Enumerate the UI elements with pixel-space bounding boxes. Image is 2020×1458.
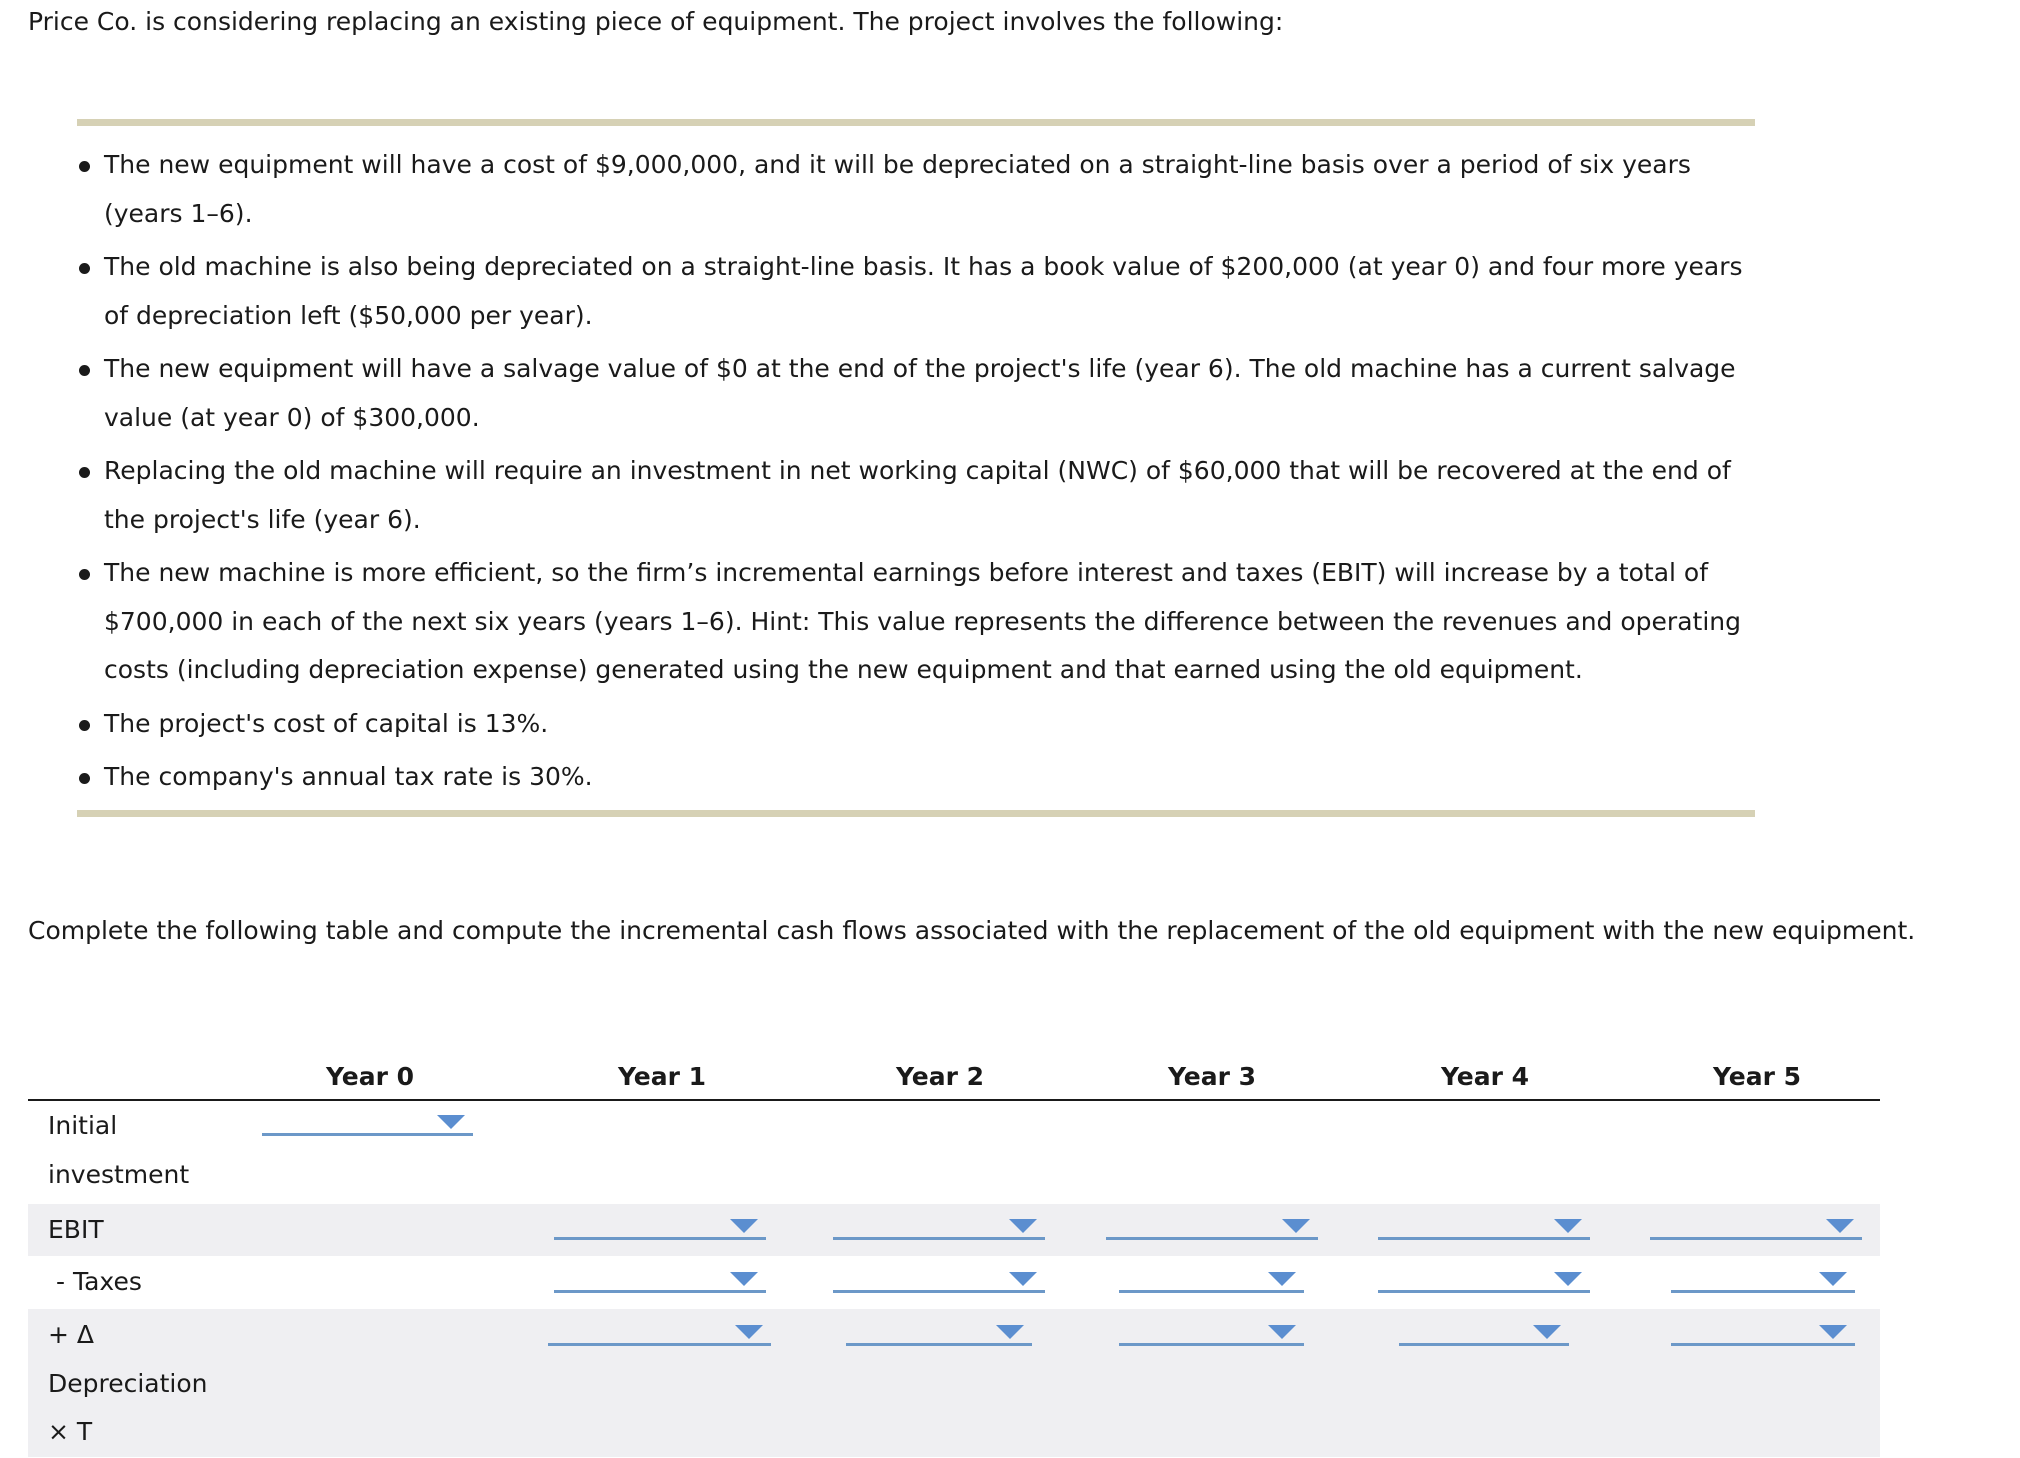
- project-details-list: [77, 141, 1757, 807]
- row-label-initial-investment: Initial investment: [48, 1111, 190, 1189]
- dropdown-taxes-year-1[interactable]: [554, 1272, 766, 1293]
- dropdown-depreciation-year-5[interactable]: [1671, 1325, 1855, 1346]
- col-header-year-4: Year 4: [1440, 1062, 1530, 1091]
- dropdown-ebit-year-5[interactable]: [1650, 1219, 1862, 1240]
- dropdown-taxes-year-2[interactable]: [833, 1272, 1045, 1293]
- detail-cost-of-capital: The project's cost of capital is 13%.: [77, 700, 1757, 749]
- row-label-ebit: EBIT: [48, 1215, 104, 1244]
- row-initial-investment: [28, 1101, 1880, 1204]
- caret-down-icon: [1819, 1325, 1847, 1339]
- dropdown-depreciation-year-4[interactable]: [1399, 1325, 1569, 1346]
- col-header-year-5: Year 5: [1712, 1062, 1802, 1091]
- dropdown-taxes-year-5[interactable]: [1671, 1272, 1855, 1293]
- dropdown-taxes-year-3[interactable]: [1119, 1272, 1304, 1293]
- col-header-year-3: Year 3: [1167, 1062, 1257, 1091]
- caret-down-icon: [1533, 1325, 1561, 1339]
- bottom-divider: [77, 810, 1755, 817]
- table-header-row: [28, 1050, 1880, 1101]
- caret-down-icon: [437, 1115, 465, 1129]
- col-header-year-0: Year 0: [325, 1062, 415, 1091]
- detail-old-machine-depreciation: The old machine is also being depreciated on a straight-line basis. It has a book value of $200,000 (at year 0) and four more years of depreciation left ($50,000 per year).: [77, 243, 1757, 340]
- dropdown-initial-investment-year-0[interactable]: [262, 1115, 473, 1136]
- caret-down-icon: [1826, 1219, 1854, 1233]
- caret-down-icon: [1268, 1272, 1296, 1286]
- detail-ebit-increase: The new machine is more efficient, so the firm’s incremental earnings before interest and taxes (EBIT) will increase by a total of $700,000 in each of the next six years (years 1–6). Hint: This value represents the difference between the revenues and operating costs (including depreciation expense) generated using the new equipment and that earned using the old equipment.: [77, 549, 1757, 695]
- caret-down-icon: [1009, 1272, 1037, 1286]
- col-header-year-1: Year 1: [617, 1062, 707, 1091]
- detail-tax-rate: The company's annual tax rate is 30%.: [77, 753, 1757, 802]
- detail-new-equipment-cost: The new equipment will have a cost of $9,000,000, and it will be depreciated on a straight-line basis over a period of six years (years 1–6).: [77, 141, 1757, 238]
- row-label-taxes: - Taxes: [56, 1267, 142, 1296]
- dropdown-ebit-year-1[interactable]: [554, 1219, 766, 1240]
- row-label-delta-depreciation: + Δ Depreciation × T: [48, 1320, 208, 1446]
- caret-down-icon: [730, 1219, 758, 1233]
- caret-down-icon: [996, 1325, 1024, 1339]
- dropdown-ebit-year-4[interactable]: [1378, 1219, 1590, 1240]
- caret-down-icon: [730, 1272, 758, 1286]
- dropdown-depreciation-year-1[interactable]: [548, 1325, 771, 1346]
- col-header-year-2: Year 2: [895, 1062, 985, 1091]
- caret-down-icon: [1819, 1272, 1847, 1286]
- caret-down-icon: [1554, 1272, 1582, 1286]
- dropdown-ebit-year-2[interactable]: [833, 1219, 1045, 1240]
- top-divider: [77, 119, 1755, 126]
- cash-flow-table: [28, 1050, 1880, 1457]
- row-delta-depreciation: [28, 1309, 1880, 1457]
- caret-down-icon: [1009, 1219, 1037, 1233]
- row-taxes: [28, 1256, 1880, 1309]
- dropdown-depreciation-year-3[interactable]: [1119, 1325, 1304, 1346]
- dropdown-depreciation-year-2[interactable]: [846, 1325, 1032, 1346]
- intro-text: Price Co. is considering replacing an existing piece of equipment. The project involves the following:: [28, 7, 1284, 36]
- dropdown-ebit-year-3[interactable]: [1106, 1219, 1318, 1240]
- caret-down-icon: [735, 1325, 763, 1339]
- dropdown-taxes-year-4[interactable]: [1378, 1272, 1590, 1293]
- caret-down-icon: [1554, 1219, 1582, 1233]
- detail-nwc-investment: Replacing the old machine will require an investment in net working capital (NWC) of $60,000 that will be recovered at the end of the project's life (year 6).: [77, 447, 1757, 544]
- row-ebit: [28, 1204, 1880, 1256]
- detail-salvage-values: The new equipment will have a salvage value of $0 at the end of the project's life (year 6). The old machine has a current salvage value (at year 0) of $300,000.: [77, 345, 1757, 442]
- instructions-text: Complete the following table and compute the incremental cash flows associated with the replacement of the old equipment with the new equipment.: [28, 916, 1916, 945]
- caret-down-icon: [1282, 1219, 1310, 1233]
- caret-down-icon: [1268, 1325, 1296, 1339]
